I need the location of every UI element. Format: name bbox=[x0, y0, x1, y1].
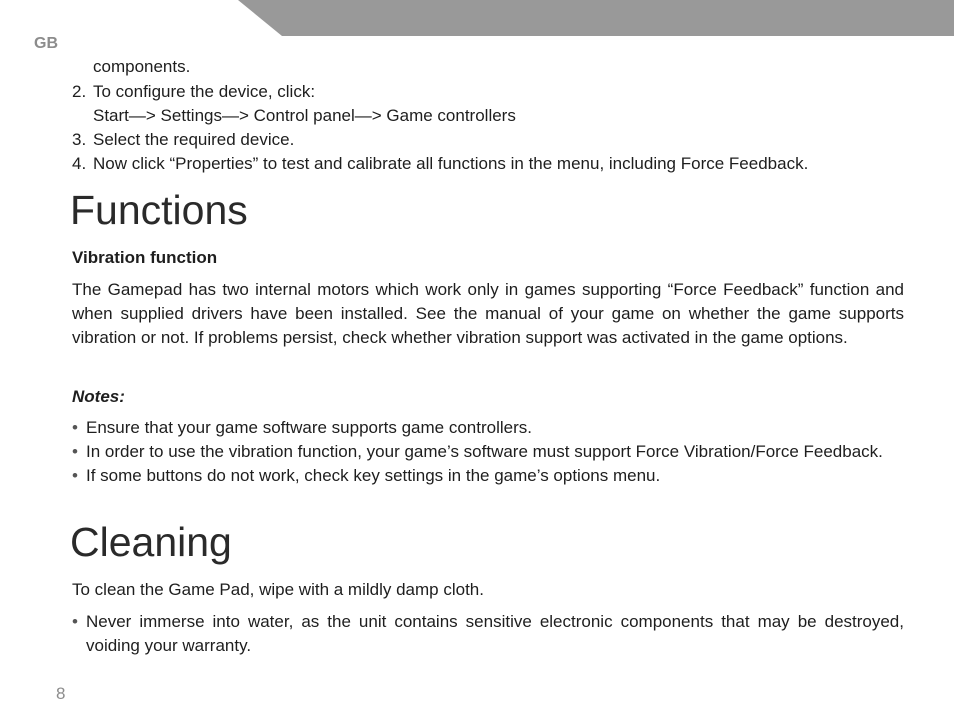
step-text: Select the required device. bbox=[93, 130, 295, 149]
vibration-paragraph: The Gamepad has two internal motors which work only in games supporting “Force Feedback” function and when supplied drivers have been installed. See the manual of your game on whether the game supports vibration or not. If problems persist, check whether vibration support was activated in the game options. bbox=[72, 280, 904, 347]
list-item bbox=[72, 464, 904, 488]
notes-list bbox=[72, 416, 904, 488]
list-item bbox=[72, 440, 904, 464]
step-number: 2. bbox=[72, 82, 87, 101]
functions-heading: Functions bbox=[70, 187, 248, 233]
setup-steps-list bbox=[72, 80, 904, 176]
cleaning-list bbox=[72, 610, 904, 658]
step-text: To configure the device, click: bbox=[93, 82, 316, 101]
list-item bbox=[72, 416, 904, 440]
step-number: 3. bbox=[72, 130, 87, 149]
language-tag: GB bbox=[34, 35, 58, 52]
note-text: In order to use the vibration function, your game’s software must support Force Vibration/Force Feedback. bbox=[86, 442, 883, 461]
bullet-icon: • bbox=[72, 418, 78, 437]
notes-label: Notes: bbox=[72, 387, 125, 406]
cleaning-paragraph: To clean the Game Pad, wipe with a mildly damp cloth. bbox=[72, 580, 484, 599]
note-text: If some buttons do not work, check key settings in the game’s options menu. bbox=[86, 466, 661, 485]
note-text: Ensure that your game software supports game controllers. bbox=[86, 418, 532, 437]
list-item bbox=[72, 128, 904, 152]
list-item bbox=[72, 610, 904, 658]
header-band bbox=[238, 0, 954, 36]
cleaning-note-text: Never immerse into water, as the unit contains sensitive electronic components that may be destroyed, voiding your warranty. bbox=[86, 612, 904, 655]
bullet-icon: • bbox=[72, 612, 78, 631]
list-item bbox=[72, 80, 904, 128]
list-item bbox=[72, 152, 904, 176]
continuation-text: components. bbox=[93, 57, 191, 76]
step-path-text: Start—> Settings—> Control panel—> Game controllers bbox=[93, 106, 516, 125]
page-number: 8 bbox=[56, 684, 66, 703]
vibration-subheading: Vibration function bbox=[72, 248, 218, 267]
step-text: Now click “Properties” to test and calibrate all functions in the menu, including Force Feedback. bbox=[93, 154, 809, 173]
step-number: 4. bbox=[72, 154, 87, 173]
bullet-icon: • bbox=[72, 466, 78, 485]
bullet-icon: • bbox=[72, 442, 78, 461]
cleaning-heading: Cleaning bbox=[70, 519, 232, 565]
